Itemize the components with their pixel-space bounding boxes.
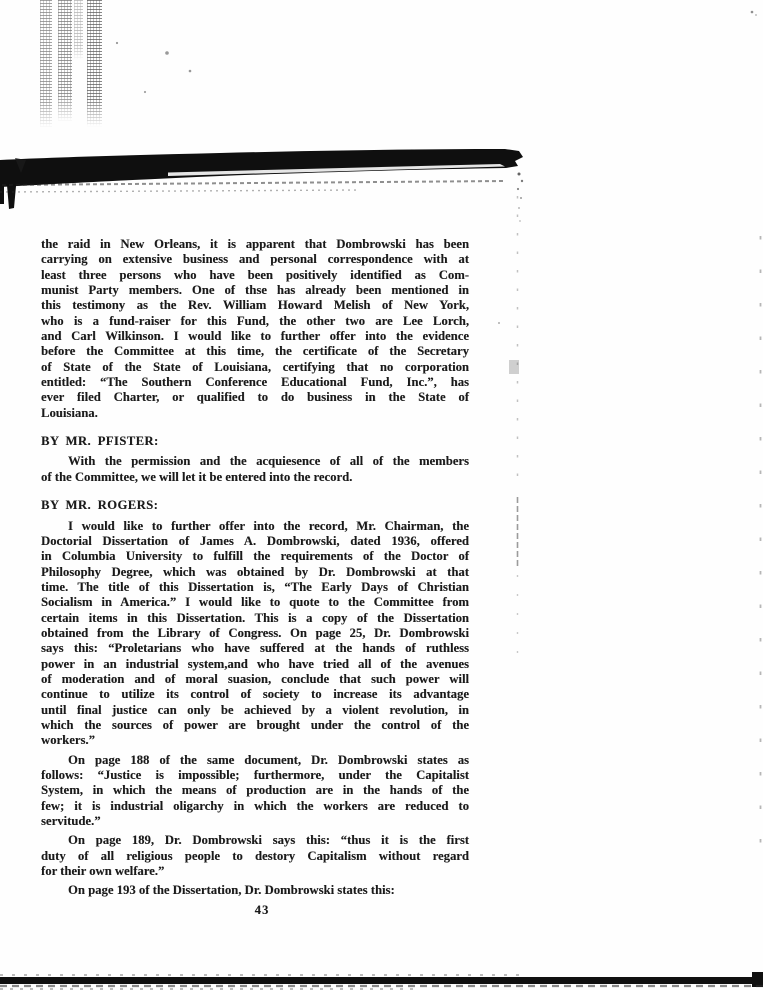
text-line: entitled: “The Southern Conference Educational Fund, Inc.”, has xyxy=(41,375,469,390)
text-line: the raid in New Orleans, it is apparent that Dombrowski has been xyxy=(41,237,469,251)
text-line: Doctorial Dissertation of James A. Dombrowski, dated 1936, offered xyxy=(41,533,469,548)
text-line: System, in which the means of production are in the hands of the xyxy=(41,783,469,798)
text-line: says this: “Proletarians who have suffered at the hands of ruthless xyxy=(41,641,469,656)
page-content xyxy=(41,237,469,918)
text-line: On page 193 of the Dissertation, Dr. Dombrowski states this: xyxy=(68,883,395,898)
text-line: Louisiana. xyxy=(41,405,98,420)
text-line: servitude.” xyxy=(41,814,101,829)
page-number: 43 xyxy=(254,902,270,917)
text-line: Socialism in America.” I would like to quote to the Committee from xyxy=(41,595,469,610)
paragraph xyxy=(41,454,469,485)
text-line: and Carl Wilkinson. I would like to further offer into the evidence xyxy=(41,329,469,344)
bottom-scan-bar xyxy=(0,972,763,989)
text-line: follows: “Justice is impossible; furthermore, under the Capitalist xyxy=(41,768,469,782)
text-line: few; it is industrial oligarchy in which the workers are reduced to xyxy=(41,798,469,813)
paragraph xyxy=(41,883,469,898)
text-line: in Columbia University to fulfill the requirements of the Doctor of xyxy=(41,549,469,564)
text-line: workers.” xyxy=(41,733,95,748)
speaker-heading: BY MR. ROGERS: xyxy=(41,498,159,513)
text-line: On page 189, Dr. Dombrowski says this: “thus it is the first xyxy=(68,833,469,848)
paragraph xyxy=(41,753,469,830)
scan-noise-column xyxy=(74,0,83,60)
text-blocks xyxy=(41,237,469,899)
text-line: which the sources of power are brought under the control of the xyxy=(41,717,469,732)
speaker-heading: BY MR. PFISTER: xyxy=(41,434,159,449)
text-line: of the Committee, we will let it be entered into the record. xyxy=(41,469,353,484)
text-line: obtained from the Library of Congress. On page 25, Dr. Dombrowski xyxy=(41,625,469,640)
text-line: power in an industrial system,and who have tried all of the avenues xyxy=(41,656,469,671)
text-line: ever filed Charter, or qualified to do business in the State of xyxy=(41,390,469,405)
paragraph xyxy=(41,833,469,879)
scan-noise-column xyxy=(87,0,102,127)
text-line: duty of all religious people to destory Capitalism without regard xyxy=(41,848,469,863)
text-line: certain items in this Dissertation. This is a copy of the Dissertation xyxy=(41,610,469,625)
text-line: this testimony as the Rev. William Howard Melish of New York, xyxy=(41,298,469,313)
paragraph xyxy=(41,519,469,749)
text-line: continue to utilize its control of society to increase its advantage xyxy=(41,687,469,702)
text-line: carrying on extensive business and personal correspondence with at xyxy=(41,252,469,267)
text-line: for their own welfare.” xyxy=(41,864,165,879)
text-line: I would like to further offer into the record, Mr. Chairman, the xyxy=(68,518,469,533)
scan-noise-column xyxy=(40,0,52,128)
scan-noise-column xyxy=(58,0,72,122)
ink-smudge-bar xyxy=(0,149,523,222)
text-line: until final justice can only be achieved by a violent revolution, in xyxy=(41,702,469,717)
text-line: With the permission and the acquiesence of all of the members xyxy=(68,454,469,469)
text-line: time. The title of this Dissertation is, “The Early Days of Christian xyxy=(41,579,469,594)
text-line: Philosophy Degree, which was obtained by Dr. Dombrowski at that xyxy=(41,564,469,579)
text-line: before the Committee at this time, the certificate of the Secretary xyxy=(41,344,469,359)
text-line: of moderation and of moral suasion, conclude that such power will xyxy=(41,671,469,686)
text-line: of State of the State of Louisiana, certifying that no corporation xyxy=(41,359,469,374)
page-edge-dotted-line xyxy=(509,196,761,858)
text-line: who is a fund-raiser for this Fund, the other two are Lee Lorch, xyxy=(41,313,469,328)
text-line: munist Party members. One of thse has already been mentioned in xyxy=(41,283,469,298)
text-line: least three persons who have been positively identified as Com- xyxy=(41,267,469,282)
text-line: On page 188 of the same document, Dr. Dombrowski states as xyxy=(68,752,469,767)
paragraph xyxy=(41,237,469,421)
